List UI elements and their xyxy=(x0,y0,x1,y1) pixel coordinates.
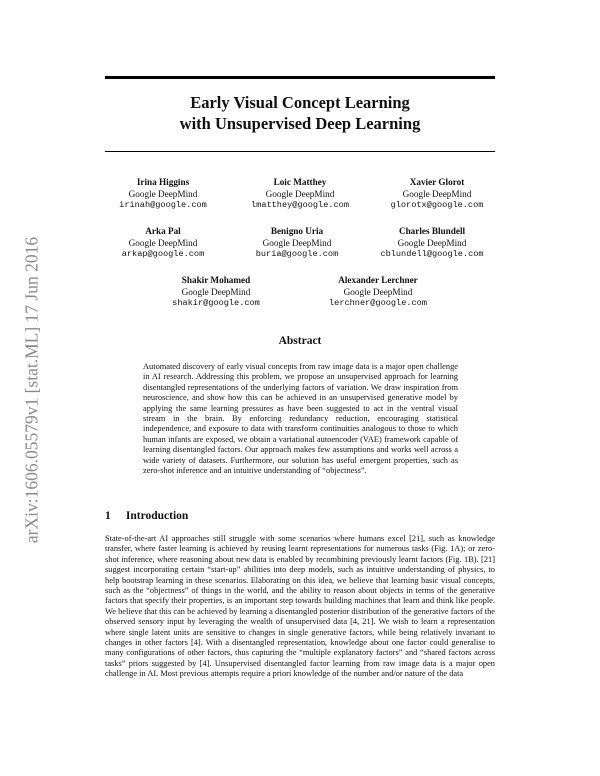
title-top-rule xyxy=(105,76,495,79)
title-line-2: with Unsupervised Deep Learning xyxy=(179,114,421,133)
author-block xyxy=(283,275,473,310)
author-name: Arka Pal xyxy=(145,226,181,236)
author-affiliation: Google DeepMind xyxy=(343,286,413,297)
author-email[interactable]: buria@google.com xyxy=(255,249,339,259)
author-affiliation: Google DeepMind xyxy=(128,188,198,199)
author-affiliation: Google DeepMind xyxy=(262,237,332,248)
author-block xyxy=(337,226,527,261)
author-email[interactable]: lerchner@google.com xyxy=(329,298,427,308)
author-name: Charles Blundell xyxy=(398,226,466,236)
author-email[interactable]: shakir@google.com xyxy=(172,298,260,308)
author-name: Loic Matthey xyxy=(273,177,327,187)
author-name: Benigno Uria xyxy=(270,226,324,236)
author-email[interactable]: glorotx@google.com xyxy=(390,200,484,210)
author-email[interactable]: lmatthey@google.com xyxy=(251,200,349,210)
arxiv-identifier: arXiv:1606.05579v1 [stat.ML] 17 Jun 2016 xyxy=(21,236,42,544)
author-affiliation: Google DeepMind xyxy=(181,286,251,297)
author-name: Irina Higgins xyxy=(136,177,190,187)
section-number: 1 xyxy=(105,510,111,522)
author-affiliation: Google DeepMind xyxy=(265,188,335,199)
author-affiliation: Google DeepMind xyxy=(128,237,198,248)
author-email[interactable]: irinah@google.com xyxy=(119,200,207,210)
abstract-heading: Abstract xyxy=(278,335,322,347)
title-line-1: Early Visual Concept Learning xyxy=(190,93,410,112)
author-email[interactable]: arkap@google.com xyxy=(121,249,205,259)
section-heading xyxy=(105,510,188,522)
author-name: Xavier Glorot xyxy=(409,177,465,187)
author-email[interactable]: cblundell@google.com xyxy=(380,249,484,259)
paper-title xyxy=(100,92,500,134)
title-bottom-rule xyxy=(105,151,495,152)
author-name: Shakir Mohamed xyxy=(181,275,251,285)
author-block xyxy=(342,177,532,212)
author-affiliation: Google DeepMind xyxy=(402,188,472,199)
section-title: Introduction xyxy=(125,510,189,522)
author-name: Alexander Lerchner xyxy=(338,275,418,285)
abstract-body: Automated discovery of early visual concepts from raw image data is a major open challenge in AI research. Addressing this problem, we propose an unsupervised approach for learning disentangled representations of the underlying factors of variation. We draw inspiration from neuroscience, and show how this can be achieved in an unsupervised generative model by applying the same learning pressures as have been suggested to act in the ventral visual stream in the brain. By enforcing redundancy reduction, encouraging statistical independence, and exposure to data with transform continuities analogous to those to which human infants are exposed, we obtain a variational autoencoder (VAE) framework capable of learning disentangled factors. Our approach makes few assumptions and works well across a wide variety of datasets. Furthermore, our solution has useful emergent properties, such as zero-shot inference and an intuitive understanding of “objectness”. xyxy=(143,362,458,476)
introduction-body: State-of-the-art AI approaches still struggle with some scenarios where humans excel [21], such as knowledge transfer, where faster learning is achieved by reusing learnt representations for numerous tasks (Fig. 1A); or zero-shot inference, where reasoning about new data is enabled by recombining previously learnt factors (Fig. 1B). [21] suggest incorporating certain “start-up” abilities into deep models, such as intuitive understanding of physics, to help bootstrap learning in these scenarios. Elaborating on this idea, we believe that learning basic visual concepts, such as the “objectness” of things in the world, and the ability to reason about objects in terms of the generative factors that specify their properties, is an important step towards building machines that learn and think like people. We believe that this can be achieved by learning a disentangled posterior distribution of the generative factors of the observed sensory input by leveraging the wealth of unsupervised data [4, 21]. We wish to learn a representation where single latent units are sensitive to changes in single generative factors, while being relatively invariant to changes in other factors [4]. With a disentangled representation, knowledge about one factor could generalise to many configurations of other factors, thus capturing the “multiple explanatory factors” and “shared factors across tasks” priors suggested by [4]. Unsupervised disentangled factor learning from raw image data is a major open challenge in AI. Most previous attempts require a priori knowledge of the number and/or nature of the data xyxy=(105,534,495,679)
author-affiliation: Google DeepMind xyxy=(397,237,467,248)
